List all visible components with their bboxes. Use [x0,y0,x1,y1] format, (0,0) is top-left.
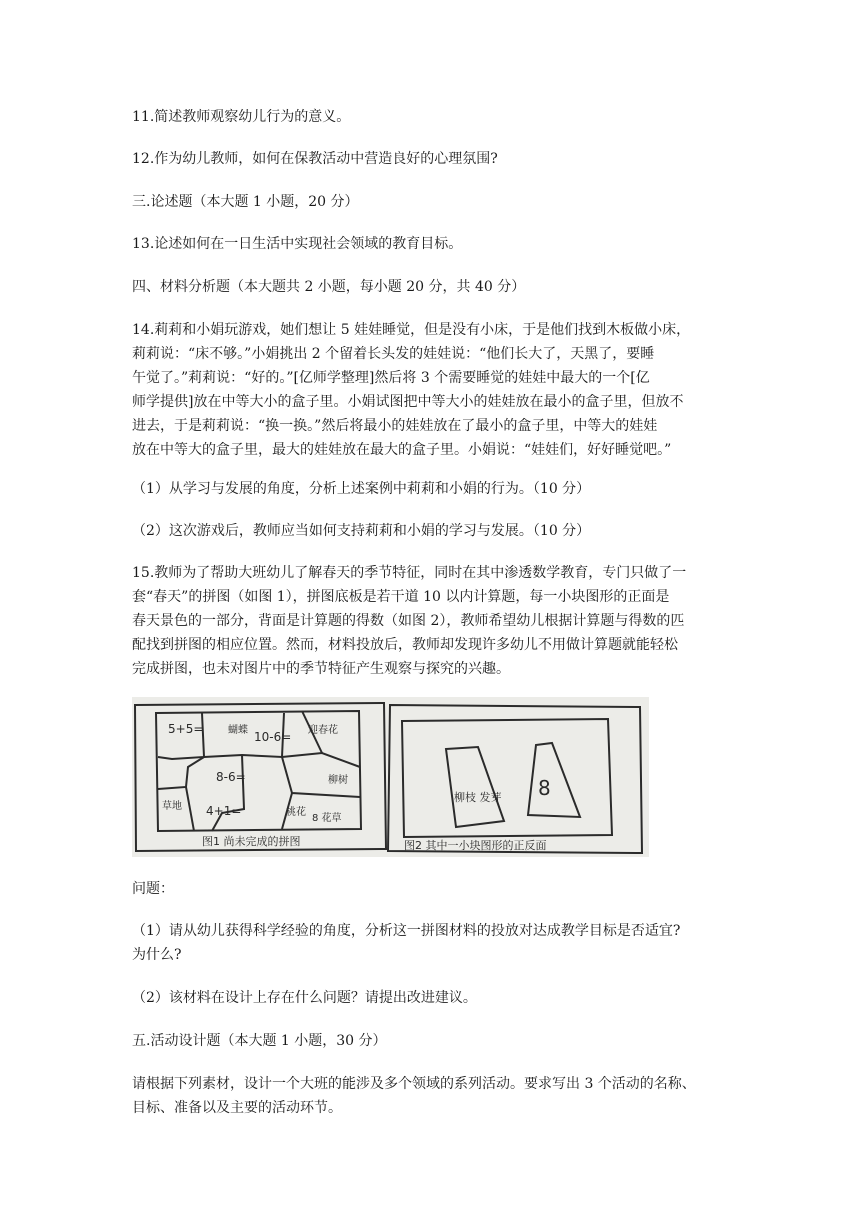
fig1-cell: 8 花草 [312,813,342,824]
fig1-cell: 8-6= [216,770,246,784]
question-label: 问题： [132,881,174,897]
question-14-line: 午觉了。”莉莉说：“好的。”[亿师学整理]然后将 3 个需要睡觉的娃娃中最大的一个[亿 [132,370,650,386]
figure-1-caption: 图1 尚未完成的拼图 [202,835,301,848]
question-15-sub2: （2）该材料在设计上存在什么问题？请提出改进建议。 [132,990,477,1006]
figure-2-caption: 图2 其中一小块图形的正反面 [404,839,547,852]
puzzle-photo [132,697,649,857]
question-13: 13.论述如何在一日生活中实现社会领域的教育目标。 [132,236,463,252]
question-14-line: 放在中等大的盒子里，最大的娃娃放在最大的盒子里。小娟说：“娃娃们，好好睡觉吧。” [132,442,672,458]
question-12: 12.作为幼儿教师，如何在保教活动中营造良好的心理氛围? [132,151,498,167]
fig1-cell: 5+5= [168,722,204,736]
question-14-line: 进去，于是莉莉说：“换一换。”然后将最小的娃娃放在了最小的盒子里，中等大的娃娃 [132,418,658,434]
question-14-line: 14.莉莉和小娟玩游戏，她们想让 5 娃娃睡觉，但是没有小床，于是他们找到木板做小床， [132,322,691,338]
question-15-body [132,561,744,681]
fig1-cell: 4+1= [206,804,242,818]
question-14-line: 师学提供]放在中等大小的盒子里。小娟试图把中等大小的娃娃放在最小的盒子里，但放不 [132,394,684,410]
question-15-line: 套“春天”的拼图（如图 1），拼图底板是若干道 10 以内计算题，每一小块图形的正面是 [132,589,670,605]
question-15-sub1-line: （1）请从幼儿获得科学经验的角度，分析这一拼图材料的投放对达成教学目标是否适宜? [132,923,681,939]
question-15-line: 15.教师为了帮助大班幼儿了解春天的季节特征，同时在其中渗透数学教育，专门只做了一 [132,565,687,581]
fig1-cell: 10-6= [254,730,292,744]
fig2-piece-front: 柳枝 发芽 [454,791,502,804]
fig1-cell: 桃花 [286,807,306,818]
question-15-sub1-line: 为什么? [132,947,182,963]
section-5-heading: 五.活动设计题（本大题 1 小题，30 分） [132,1033,387,1049]
question-14-body [132,318,744,462]
question-15-sub1 [132,919,744,967]
question-14-sub2: （2）这次游戏后，教师应当如何支持莉莉和小娟的学习与发展。（10 分） [132,523,591,539]
question-15-line: 春天景色的一部分，背面是计算题的得数（如图 2），教师希望幼儿根据计算题与得数的匹 [132,613,685,629]
section-4-heading: 四、材料分析题（本大题共 2 小题，每小题 20 分，共 40 分） [132,279,526,295]
question-14-line: 莉莉说：“床不够。”小娟挑出 2 个留着长头发的娃娃说：“他们长大了，天黑了，要睡 [132,346,655,362]
question-11: 11.简述教师观察幼儿行为的意义。 [132,109,351,125]
question-16-line: 目标、准备以及主要的活动环节。 [132,1100,342,1116]
section-3-heading: 三.论述题（本大题 1 小题，20 分） [132,194,359,210]
question-15-line: 配找到拼图的相应位置。然而，材料投放后，教师却发现许多幼儿不用做计算题就能轻松 [132,637,678,653]
fig1-cell: 迎春花 [308,725,338,736]
fig1-cell: 蝴蝶 [228,725,248,736]
fig2-piece-back: 8 [538,776,551,800]
question-16-line: 请根据下列素材，设计一个大班的能涉及多个领域的系列活动。要求写出 3 个活动的名称、 [132,1076,696,1092]
question-15-line: 完成拼图，也未对图片中的季节特征产生观察与探究的兴趣。 [132,661,510,677]
fig1-cell: 草地 [162,801,182,812]
fig1-cell: 柳树 [328,775,348,786]
question-16-body [132,1072,744,1120]
question-14-sub1: （1）从学习与发展的角度，分析上述案例中莉莉和小娟的行为。（10 分） [132,481,591,497]
